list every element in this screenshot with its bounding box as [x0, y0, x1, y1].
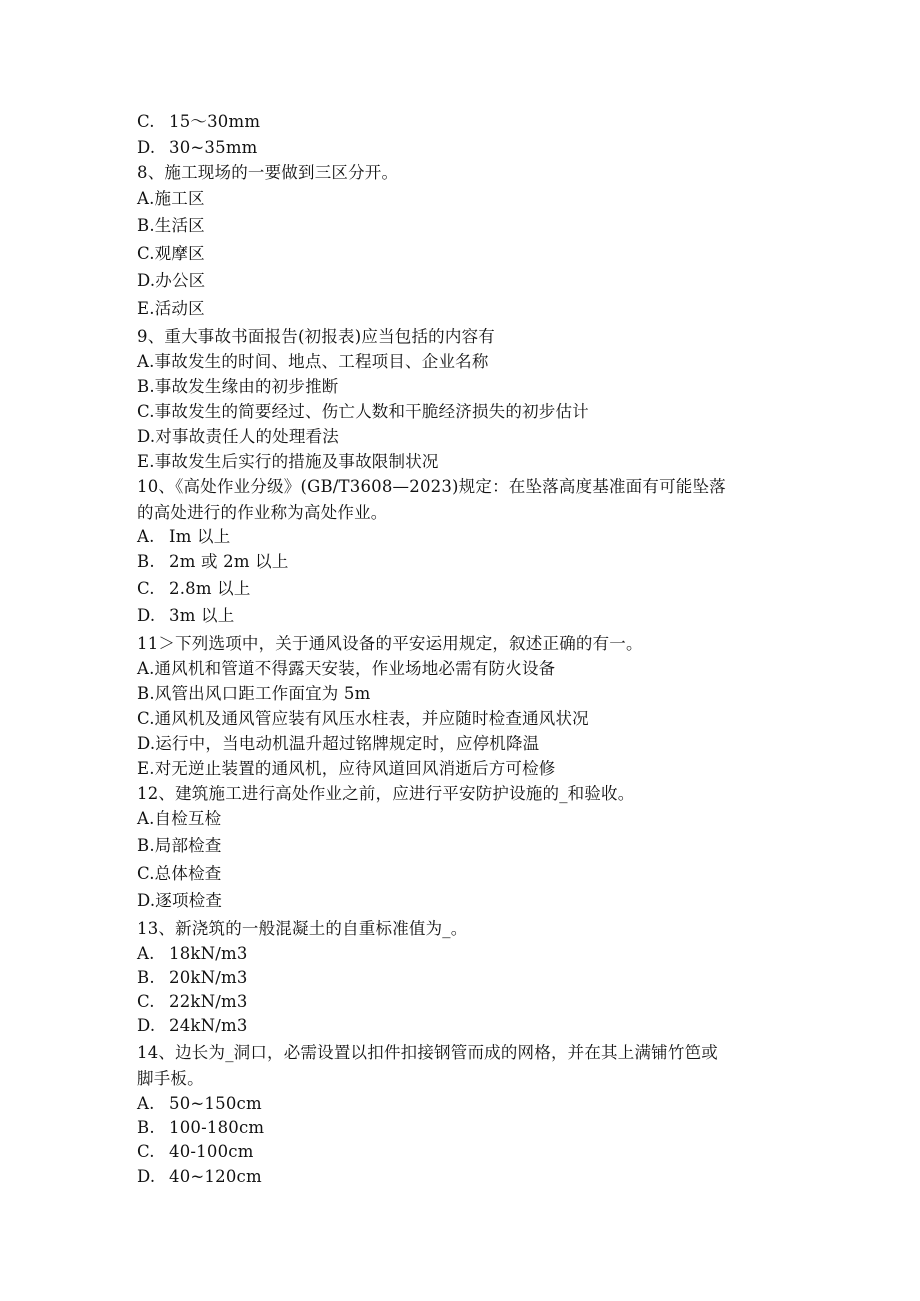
- question-11: 11＞下列选项中，关于通风设备的平安运用规定，叙述正确的有一。: [137, 634, 643, 653]
- option-line: D.运行中，当电动机温升超过铭牌规定时，应停机降温: [137, 734, 540, 753]
- option-line: A.自检互检: [137, 809, 222, 828]
- question-10-cont: 的高处进行的作业称为高处作业。: [137, 503, 388, 522]
- question-14: 14、边长为_洞口，必需设置以扣件扣接钢管而成的网格，并在其上满铺竹笆或: [137, 1043, 718, 1062]
- question-13: 13、新浇筑的一般混凝土的自重标准值为_。: [137, 919, 468, 938]
- option-line: A. 18kN∕m3: [137, 944, 248, 963]
- question-14-cont: 脚手板。: [137, 1069, 204, 1088]
- option-line: B.局部检查: [137, 836, 222, 855]
- option-line: D.对事故责任人的处理看法: [137, 427, 339, 446]
- question-10: 10、《高处作业分级》(GB/T3608—2023)规定：在坠落高度基准面有可能坠落: [137, 477, 726, 496]
- option-line: C.通风机及通风管应装有风压水柱表，并应随时检查通风状况: [137, 709, 589, 728]
- option-line: D.逐项检查: [137, 891, 223, 910]
- option-line: B.事故发生缘由的初步推断: [137, 377, 339, 396]
- option-line: B.生活区: [137, 216, 205, 235]
- option-line: C. 40-100cm: [137, 1142, 254, 1161]
- option-line: D. 24kN∕m3: [137, 1016, 248, 1035]
- option-line: C. 2.8m 以上: [137, 579, 251, 598]
- option-line: B. 20kN∕m3: [137, 968, 248, 987]
- question-9: 9、重大事故书面报告(初报表)应当包括的内容有: [137, 327, 495, 346]
- option-line: A.事故发生的时间、地点、工程项目、企业名称: [137, 352, 489, 371]
- option-line: D. 3m 以上: [137, 606, 235, 625]
- option-line: C.事故发生的简要经过、伤亡人数和干脆经济损失的初步估计: [137, 402, 589, 421]
- option-line: A. 50~150cm: [137, 1094, 262, 1113]
- option-line: A. Im 以上: [137, 527, 231, 546]
- question-8: 8、施工现场的一要做到三区分开。: [137, 163, 399, 182]
- question-12: 12、建筑施工进行高处作业之前，应进行平安防护设施的_和验收。: [137, 784, 635, 803]
- option-line: C.观摩区: [137, 244, 205, 263]
- option-line: E.对无逆止装置的通风机，应待风道回风消逝后方可检修: [137, 759, 556, 778]
- option-line: B.风管出风口距工作面宜为 5m: [137, 684, 371, 703]
- option-line: C. 22kN∕m3: [137, 992, 248, 1011]
- option-line: A.通风机和管道不得露天安装，作业场地必需有防火设备: [137, 659, 556, 678]
- option-line: D.办公区: [137, 271, 206, 290]
- option-line: B. 100-180cm: [137, 1118, 265, 1137]
- option-line: C. 15～30mm: [137, 112, 261, 131]
- option-line: B. 2m 或 2m 以上: [137, 552, 289, 571]
- option-line: C.总体检查: [137, 864, 222, 883]
- option-line: A.施工区: [137, 189, 205, 208]
- option-line: D. 30~35mm: [137, 138, 258, 157]
- option-line: D. 40~120cm: [137, 1167, 262, 1186]
- option-line: E.事故发生后实行的措施及事故限制状况: [137, 452, 439, 471]
- option-line: E.活动区: [137, 299, 205, 318]
